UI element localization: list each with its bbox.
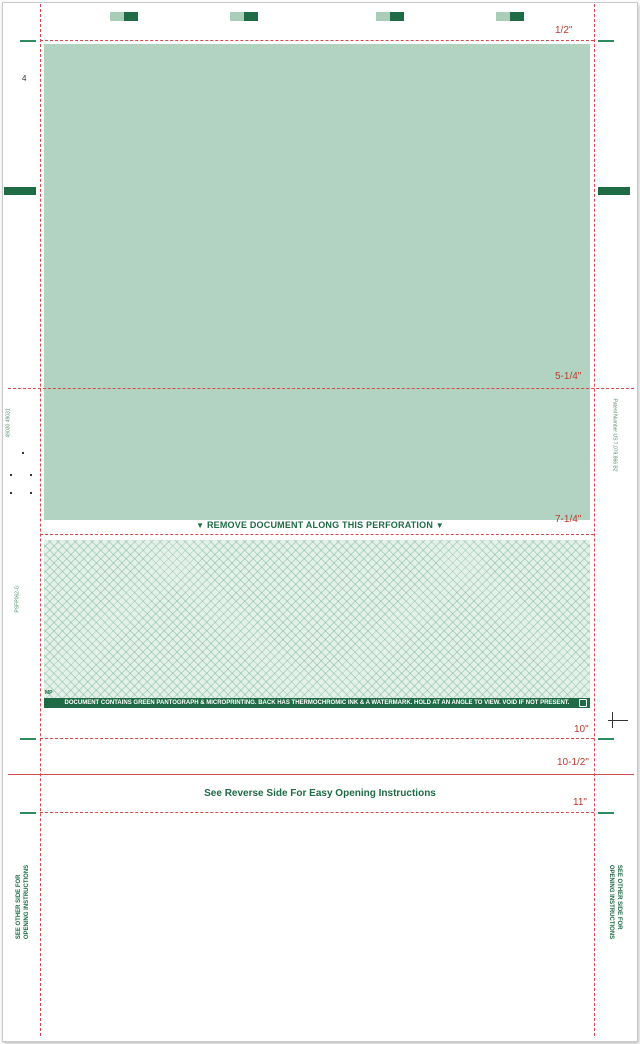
timing-mark-2 (230, 12, 258, 21)
side-mark-left (4, 187, 36, 195)
pantograph-area (44, 540, 590, 698)
measure-seven-quarter: 7-1/4" (555, 514, 582, 525)
measure-half: 1/2" (555, 25, 573, 36)
side-instruction-left-line1: SEE OTHER SIDE FOR (16, 874, 23, 940)
side-instruction-left-line2: OPENING INSTRUCTIONS (24, 864, 31, 940)
arrow-down-icon-left: ▼ (196, 521, 205, 530)
lock-icon (579, 699, 587, 707)
side-instruction-left (15, 865, 31, 939)
tick-left-10 (20, 738, 36, 740)
measure-eleven: 11" (573, 797, 587, 808)
measure-ten: 10" (574, 724, 589, 735)
form-code-pant: PSFP062-G (14, 585, 21, 613)
form-code-left: 49030 49031 (5, 408, 12, 438)
side-instruction-right-line2: OPENING INSTRUCTIONS (608, 864, 615, 940)
tick-left-11 (20, 812, 36, 814)
left-margin-number: 4 (22, 74, 27, 83)
dot-4 (10, 492, 12, 494)
crosshair-icon-h (608, 720, 628, 721)
arrow-down-icon-right: ▼ (435, 521, 444, 530)
measure-ten-half: 10-1/2" (557, 757, 589, 768)
dot-5 (30, 492, 32, 494)
tick-right-10 (598, 738, 614, 740)
tick-right (598, 40, 614, 42)
security-notice: DOCUMENT CONTAINS GREEN PANTOGRAPH & MICROPRINTING. BACK HAS THERMOCHROMIC INK & A WATERMARK. HOLD AT AN ANGLE TO VIEW. VOID IF NOT PRESENT. (44, 698, 590, 708)
patent-text: Patent Number US 7,079,866 B2 (611, 398, 618, 472)
mp-badge: MP (45, 690, 53, 696)
side-instruction-right-line1: SEE OTHER SIDE FOR (616, 864, 623, 930)
five-quarter-line (8, 388, 634, 389)
half-inch-line (40, 40, 594, 41)
timing-mark-3 (376, 12, 404, 21)
perforation-label (0, 520, 640, 530)
perforation-label-text: REMOVE DOCUMENT ALONG THIS PERFORATION (206, 520, 434, 530)
side-instruction-right (607, 865, 623, 939)
tick-right-11 (598, 812, 614, 814)
dot-3 (30, 474, 32, 476)
measure-five-quarter: 5-1/4" (555, 371, 582, 382)
ten-inch-line (40, 738, 594, 739)
dot-2 (10, 474, 12, 476)
reverse-instruction: See Reverse Side For Easy Opening Instructions (204, 788, 436, 799)
removal-perforation (40, 534, 594, 535)
dot-1 (22, 452, 24, 454)
tick-left (20, 40, 36, 42)
ten-half-line (8, 774, 634, 775)
document-face (44, 44, 590, 520)
eleven-inch-line (40, 812, 594, 813)
timing-mark-1 (110, 12, 138, 21)
side-mark-right (598, 187, 630, 195)
timing-mark-4 (496, 12, 524, 21)
